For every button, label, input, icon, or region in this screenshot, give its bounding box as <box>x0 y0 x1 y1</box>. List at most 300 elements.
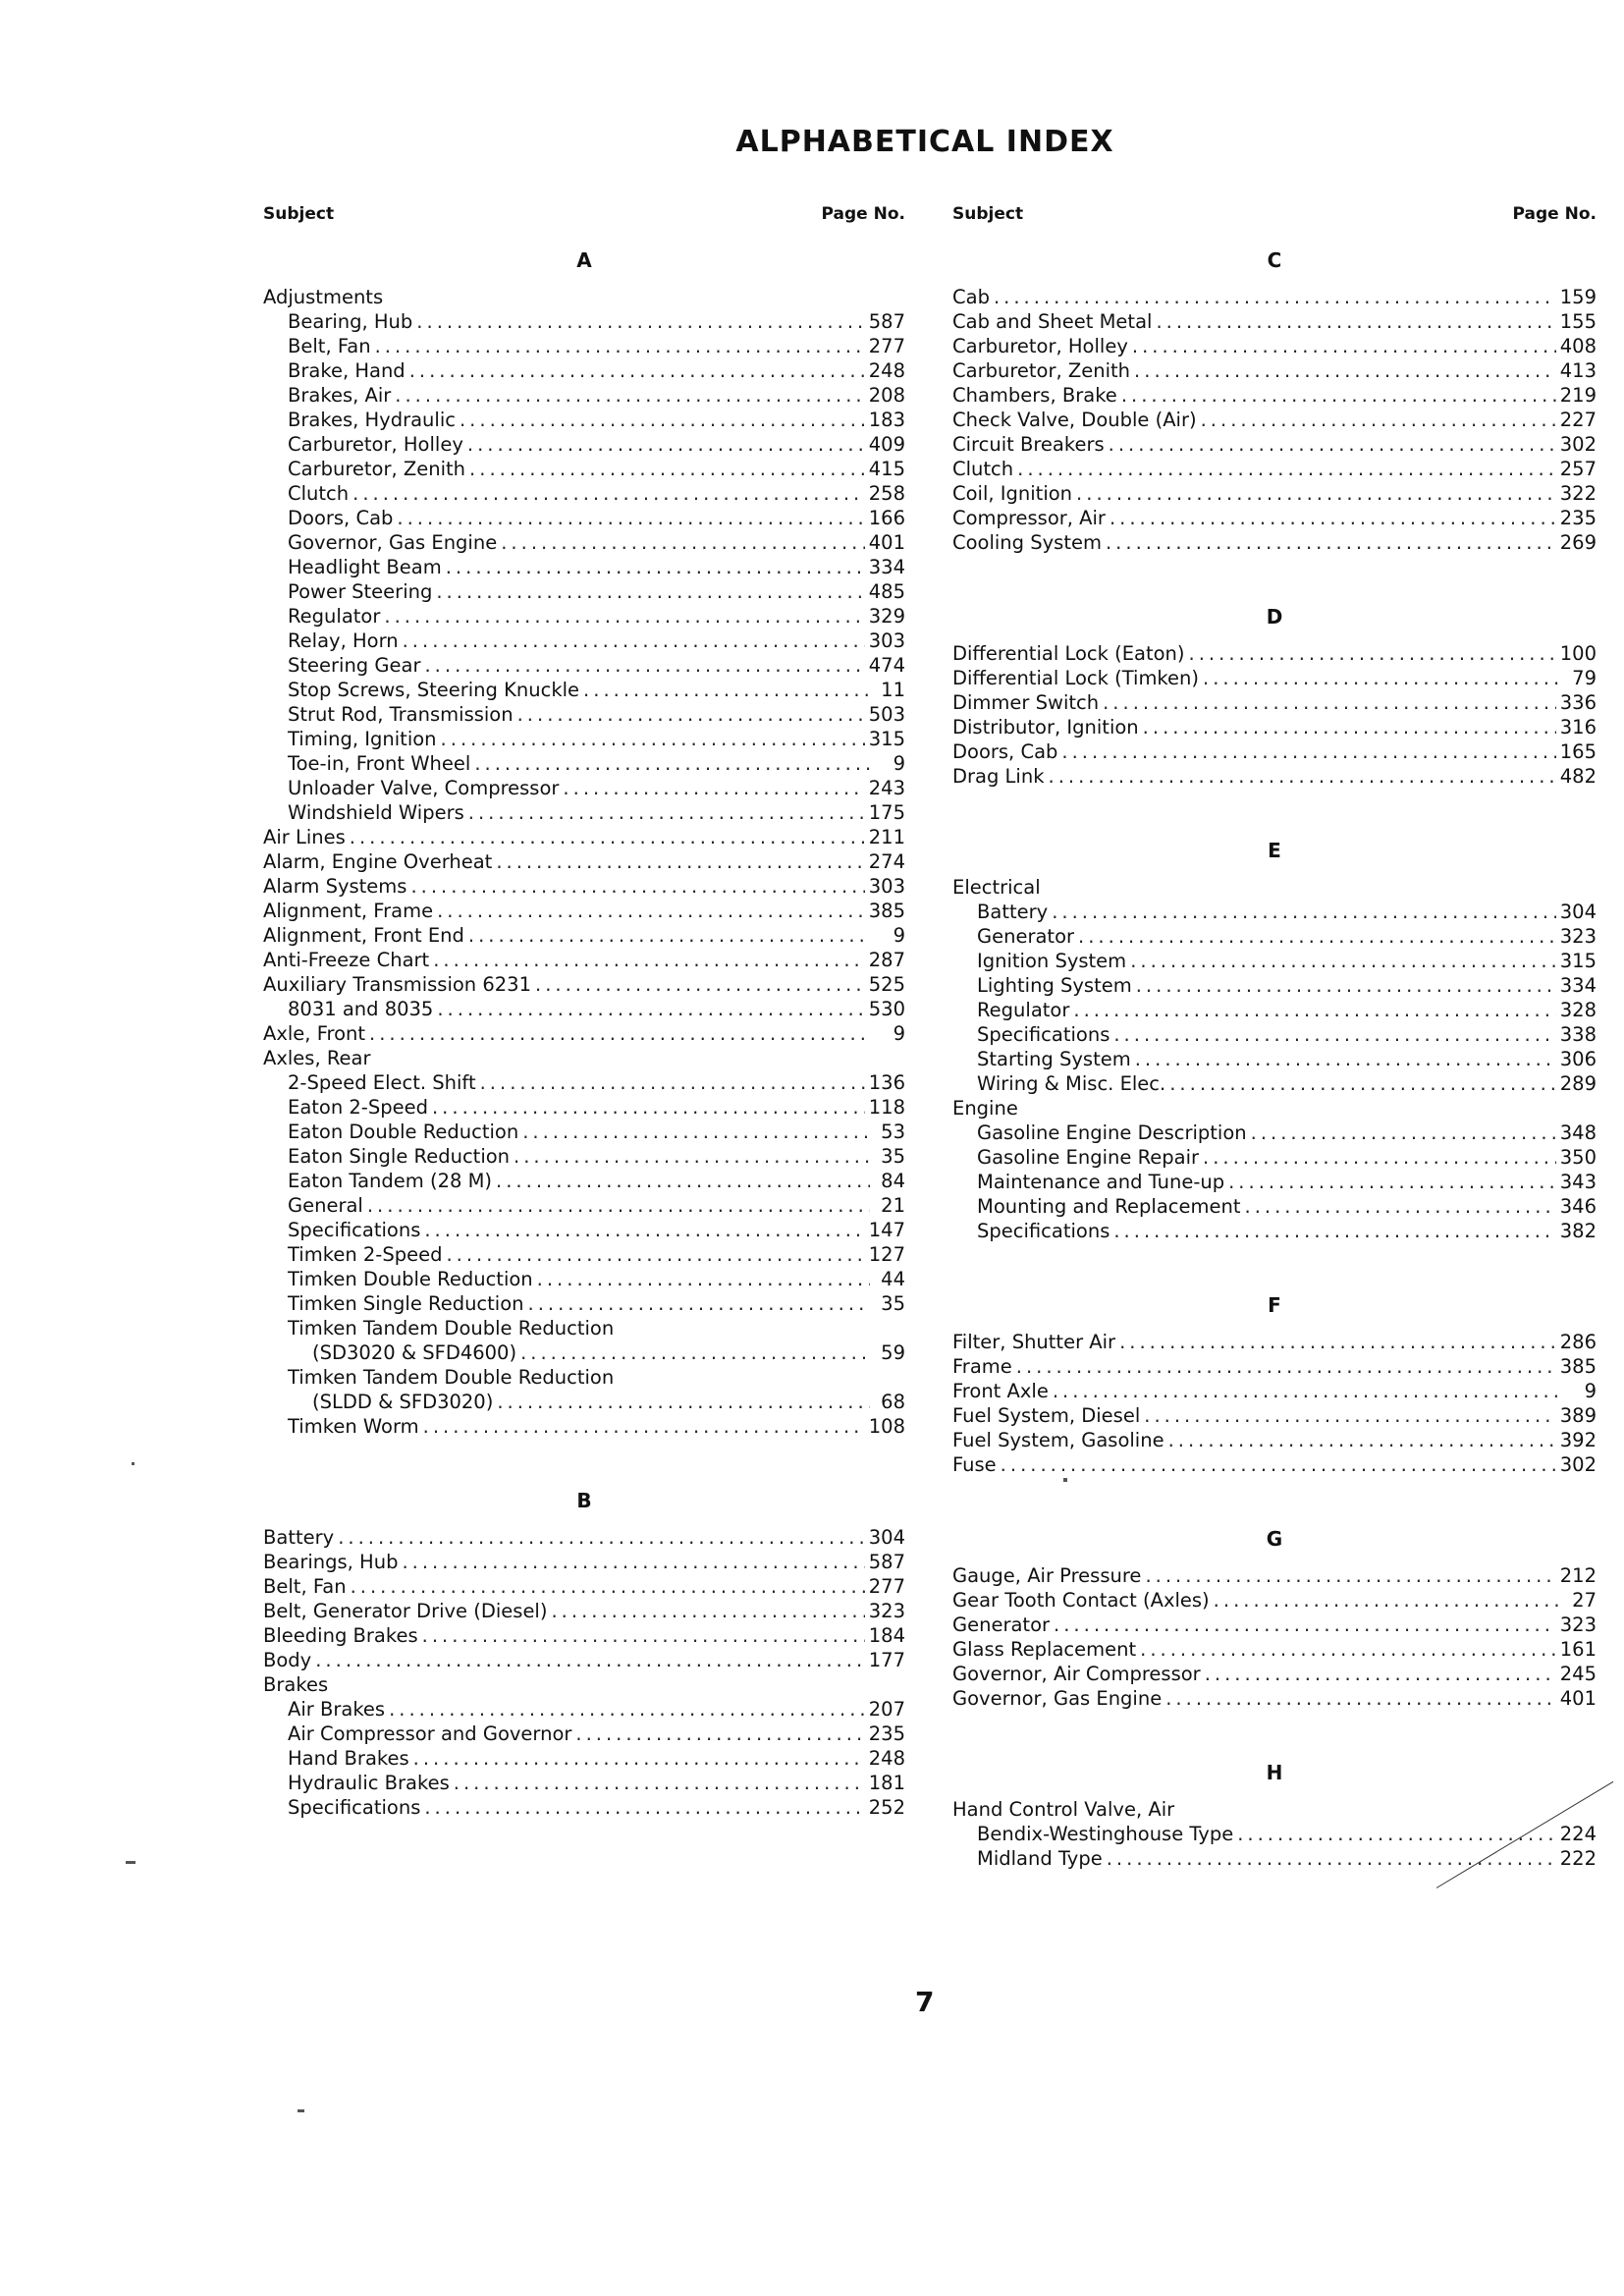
entry-page-number: 328 <box>1559 999 1597 1021</box>
dot-leader <box>389 1697 865 1722</box>
section-spacer <box>952 789 1597 836</box>
entry-subject: 8031 and 8035 <box>288 998 434 1020</box>
dot-leader <box>1144 1403 1556 1428</box>
entry-subject: Carburetor, Holley <box>952 335 1128 357</box>
entry-subject: Fuel System, Gasoline <box>952 1429 1164 1451</box>
dot-leader <box>402 1550 864 1574</box>
dot-leader <box>1103 690 1556 715</box>
subject-header: Subject <box>952 204 1024 224</box>
dot-leader <box>1251 1121 1556 1145</box>
index-entry <box>263 727 905 751</box>
index-entry <box>263 358 905 383</box>
entry-subject: Cooling System <box>952 531 1102 554</box>
entry-subject: Hand Brakes <box>288 1747 409 1770</box>
entry-subject: Belt, Fan <box>288 335 371 357</box>
entry-page-number: 9 <box>1584 1380 1597 1402</box>
entry-subject: Governor, Gas Engine <box>952 1687 1163 1710</box>
dot-leader <box>563 776 864 800</box>
entry-page-number: 21 <box>881 1194 905 1217</box>
index-entry <box>263 653 905 678</box>
entry-subject: Alarm, Engine Overheat <box>263 850 493 873</box>
index-entry <box>263 506 905 530</box>
index-entry <box>952 432 1597 457</box>
index-entry <box>263 1550 905 1574</box>
entry-page-number: 136 <box>868 1071 905 1094</box>
dot-leader <box>1130 949 1556 973</box>
entry-subject: Alignment, Frame <box>263 900 434 922</box>
dot-leader <box>446 1242 864 1267</box>
entry-subject: Cab and Sheet Metal <box>952 310 1153 333</box>
entry-page-number: 315 <box>868 728 905 750</box>
section-letter: E <box>1268 839 1281 862</box>
entry-subject: Gauge, Air Pressure <box>952 1564 1142 1587</box>
page-no-header: Page No. <box>1512 204 1597 224</box>
entry-subject: Unloader Valve, Compressor <box>288 777 560 799</box>
entry-page-number: 334 <box>868 556 905 578</box>
dot-leader <box>432 1095 865 1120</box>
scan-artifact-dot <box>126 1861 135 1864</box>
entry-subject: Doors, Cab <box>288 507 394 529</box>
entry-page-number: 79 <box>1572 667 1597 689</box>
section-spacer <box>952 1477 1597 1524</box>
index-entry <box>263 1525 905 1550</box>
dot-leader <box>1136 973 1556 998</box>
dot-leader <box>441 727 865 751</box>
dot-leader <box>338 1525 865 1550</box>
dot-leader <box>1189 641 1556 666</box>
entry-subject: Stop Screws, Steering Knuckle <box>288 679 580 701</box>
entry-page-number: 316 <box>1559 716 1597 738</box>
index-entry <box>952 949 1597 973</box>
dot-leader <box>468 800 865 825</box>
entry-subject: Eaton Single Reduction <box>288 1145 511 1168</box>
entry-page-number: 211 <box>868 826 905 848</box>
entry-page-number: 175 <box>868 801 905 824</box>
index-entry <box>263 1021 905 1046</box>
entry-subject: Starting System <box>977 1048 1131 1070</box>
dot-leader <box>1165 1686 1556 1711</box>
index-entry <box>952 1379 1597 1403</box>
entry-subject: Frame <box>952 1355 1012 1378</box>
entry-subject: Specifications <box>288 1796 421 1819</box>
entry-page-number: 302 <box>1559 433 1597 456</box>
section-letter: C <box>1267 248 1282 272</box>
entry-subject: Circuit Breakers <box>952 433 1105 456</box>
entry-page-number: 392 <box>1559 1429 1597 1451</box>
section-spacer <box>952 1243 1597 1290</box>
entry-subject: General <box>288 1194 363 1217</box>
index-entry <box>952 1452 1597 1477</box>
dot-leader <box>1049 764 1556 789</box>
index-entry <box>263 1340 905 1365</box>
dot-leader <box>1017 457 1556 481</box>
entry-subject: Fuel System, Diesel <box>952 1404 1141 1427</box>
entry-page-number: 155 <box>1559 310 1597 333</box>
dot-leader <box>433 948 865 972</box>
section-letter: A <box>576 248 592 272</box>
entry-page-number: 159 <box>1559 286 1597 308</box>
entry-subject: Bendix-Westinghouse Type <box>977 1823 1234 1845</box>
index-entry <box>952 1330 1597 1354</box>
entry-page-number: 224 <box>1559 1823 1597 1845</box>
entry-subject: Maintenance and Tune-up <box>977 1171 1225 1193</box>
entry-page-number: 248 <box>868 359 905 382</box>
scan-artifact-dot <box>298 2109 304 2112</box>
dot-leader <box>1113 1219 1555 1243</box>
index-entry <box>263 1771 905 1795</box>
index-entry <box>952 1194 1597 1219</box>
entry-page-number: 207 <box>868 1698 905 1721</box>
index-heading: Hand Control Valve, Air <box>952 1798 1175 1821</box>
entry-page-number: 165 <box>1559 740 1597 763</box>
entry-subject: Auxiliary Transmission 6231 <box>263 973 531 996</box>
entry-subject: Air Brakes <box>288 1698 386 1721</box>
entry-subject: Headlight Beam <box>288 556 442 578</box>
entry-page-number: 248 <box>868 1747 905 1770</box>
letter-spacer <box>263 275 905 285</box>
dot-leader <box>575 1722 864 1746</box>
dot-leader <box>1078 924 1556 949</box>
entry-page-number: 212 <box>1559 1564 1597 1587</box>
index-column-left <box>263 204 905 1820</box>
index-entry <box>263 1120 905 1144</box>
entry-page-number: 100 <box>1559 642 1597 665</box>
dot-leader <box>1156 309 1555 334</box>
entry-page-number: 415 <box>868 458 905 480</box>
dot-leader <box>496 849 864 874</box>
entry-subject: Distributor, Ignition <box>952 716 1139 738</box>
entry-subject: Clutch <box>952 458 1014 480</box>
index-entry <box>952 1637 1597 1662</box>
dot-leader <box>1113 1022 1555 1047</box>
entry-page-number: 9 <box>893 924 905 947</box>
index-entry <box>263 923 905 948</box>
index-entry <box>952 739 1597 764</box>
dot-leader <box>1143 715 1556 739</box>
index-entry <box>263 1574 905 1599</box>
entry-subject: Strut Rod, Transmission <box>288 703 514 726</box>
index-entry <box>263 1697 905 1722</box>
entry-page-number: 9 <box>893 1022 905 1045</box>
entry-subject: Air Compressor and Governor <box>288 1722 572 1745</box>
index-entry <box>263 1390 905 1414</box>
dot-leader <box>409 358 865 383</box>
index-entry <box>263 1095 905 1120</box>
entry-page-number: 482 <box>1559 765 1597 788</box>
entry-subject: Eaton 2-Speed <box>288 1096 428 1119</box>
entry-subject: Gasoline Engine Repair <box>977 1146 1200 1169</box>
dot-leader <box>1203 1145 1556 1170</box>
entry-subject: Brakes, Hydraulic <box>288 409 456 431</box>
index-entry <box>263 1648 905 1672</box>
entry-subject: Timken Double Reduction <box>288 1268 533 1290</box>
entry-page-number: 84 <box>881 1170 905 1192</box>
entry-subject: Front Axle <box>952 1380 1049 1402</box>
index-entry <box>263 309 905 334</box>
entry-subject: Eaton Tandem (28 M) <box>288 1170 493 1192</box>
index-entry <box>263 530 905 555</box>
index-entry <box>263 1144 905 1169</box>
dot-leader <box>1145 1563 1555 1588</box>
entry-subject: Midland Type <box>977 1847 1103 1870</box>
index-entry <box>952 1822 1597 1846</box>
index-heading: Brakes <box>263 1673 329 1696</box>
dot-leader <box>1106 530 1556 555</box>
entry-page-number: 286 <box>1559 1331 1597 1353</box>
entry-subject: Brake, Hand <box>288 359 406 382</box>
index-heading: Adjustments <box>263 286 384 308</box>
index-entry <box>952 1121 1597 1145</box>
dot-leader <box>537 1267 870 1291</box>
dot-leader <box>1053 1379 1561 1403</box>
entry-page-number: 306 <box>1559 1048 1597 1070</box>
entry-subject: Generator <box>952 1613 1051 1636</box>
entry-subject: Toe-in, Front Wheel <box>288 752 471 775</box>
index-entry <box>952 715 1597 739</box>
index-entry <box>263 997 905 1021</box>
entry-subject: Chambers, Brake <box>952 384 1117 407</box>
dot-leader <box>1134 358 1556 383</box>
entry-page-number: 11 <box>881 679 905 701</box>
entry-page-number: 177 <box>868 1649 905 1671</box>
dot-leader <box>351 1574 865 1599</box>
scan-artifact-dot <box>1063 1478 1067 1482</box>
index-entry <box>952 1686 1597 1711</box>
entry-page-number: 338 <box>1559 1023 1597 1046</box>
dot-leader <box>467 432 865 457</box>
entry-subject: Steering Gear <box>288 654 421 677</box>
dot-leader <box>1205 1662 1556 1686</box>
index-entry <box>952 1563 1597 1588</box>
dot-leader <box>535 972 865 997</box>
entry-subject: Specifications <box>288 1219 421 1241</box>
index-entry <box>263 874 905 899</box>
index-entry <box>263 1070 905 1095</box>
index-entry <box>263 555 905 579</box>
entry-subject: Power Steering <box>288 580 433 603</box>
dot-leader <box>384 604 864 629</box>
entry-page-number: 334 <box>1559 974 1597 997</box>
dot-leader <box>994 285 1556 309</box>
entry-subject: Body <box>263 1649 312 1671</box>
entry-page-number: 183 <box>868 409 905 431</box>
index-entry <box>952 690 1597 715</box>
entry-page-number: 323 <box>1559 925 1597 948</box>
dot-leader <box>1135 1047 1556 1071</box>
dot-leader <box>1052 900 1556 924</box>
index-entry <box>952 1022 1597 1047</box>
dot-leader <box>454 1771 865 1795</box>
section-spacer <box>952 555 1597 602</box>
page-title: ALPHABETICAL INDEX <box>735 125 1114 159</box>
entry-page-number: 408 <box>1559 335 1597 357</box>
entry-page-number: 346 <box>1559 1195 1597 1218</box>
entry-page-number: 108 <box>868 1415 905 1438</box>
entry-subject: Carburetor, Zenith <box>288 458 466 480</box>
dot-leader <box>1237 1822 1556 1846</box>
dot-leader <box>551 1599 864 1623</box>
entry-page-number: 474 <box>868 654 905 677</box>
index-entry <box>263 899 905 923</box>
entry-page-number: 35 <box>881 1292 905 1315</box>
index-entry <box>263 1218 905 1242</box>
index-entry <box>952 309 1597 334</box>
index-entry <box>263 1291 905 1316</box>
entry-subject: Doors, Cab <box>952 740 1058 763</box>
entry-page-number: 245 <box>1559 1663 1597 1685</box>
entry-subject: Timing, Ignition <box>288 728 437 750</box>
index-entry <box>263 457 905 481</box>
entry-page-number: 243 <box>868 777 905 799</box>
dot-leader <box>1121 383 1556 408</box>
dot-leader <box>416 309 864 334</box>
index-entry <box>263 948 905 972</box>
section-letter: F <box>1268 1293 1281 1317</box>
entry-subject: Mounting and Replacement <box>977 1195 1241 1218</box>
entry-subject: Carburetor, Zenith <box>952 359 1131 382</box>
entry-page-number: 525 <box>868 973 905 996</box>
dot-leader <box>474 751 870 776</box>
entry-subject: Glass Replacement <box>952 1638 1137 1661</box>
entry-page-number: 302 <box>1559 1453 1597 1476</box>
letter-spacer <box>952 1320 1597 1330</box>
entry-subject: Check Valve, Double (Air) <box>952 409 1197 431</box>
dot-leader <box>437 899 865 923</box>
entry-page-number: 336 <box>1559 691 1597 714</box>
column-header <box>263 204 905 232</box>
dot-leader <box>424 1218 864 1242</box>
index-entry <box>952 1071 1597 1096</box>
index-entry <box>263 1414 905 1439</box>
dot-leader <box>1228 1170 1556 1194</box>
letter-spacer <box>952 631 1597 641</box>
entry-subject: Bleeding Brakes <box>263 1624 418 1647</box>
index-entry <box>263 1169 905 1193</box>
index-entry <box>952 764 1597 789</box>
dot-leader <box>410 874 864 899</box>
dot-leader <box>1061 739 1555 764</box>
index-entry <box>952 1662 1597 1686</box>
index-entry <box>952 408 1597 432</box>
entry-page-number: 323 <box>868 1600 905 1622</box>
index-entry <box>952 666 1597 690</box>
index-entry <box>952 1170 1597 1194</box>
entry-subject: Gasoline Engine Description <box>977 1121 1247 1144</box>
entry-subject: 2-Speed Elect. Shift <box>288 1071 476 1094</box>
entry-subject: Gear Tooth Contact (Axles) <box>952 1589 1210 1612</box>
index-entry <box>952 383 1597 408</box>
dot-leader <box>1132 334 1556 358</box>
dot-leader <box>496 1169 870 1193</box>
entry-page-number: 147 <box>868 1219 905 1241</box>
index-entry <box>263 1599 905 1623</box>
entry-page-number: 235 <box>1559 507 1597 529</box>
entry-page-number: 53 <box>881 1121 905 1143</box>
entry-page-number: 222 <box>1559 1847 1597 1870</box>
entry-subject: Dimmer Switch <box>952 691 1100 714</box>
dot-leader <box>1001 1452 1556 1477</box>
entry-page-number: 413 <box>1559 359 1597 382</box>
dot-leader <box>469 457 865 481</box>
dot-leader <box>460 408 865 432</box>
dot-leader <box>468 923 870 948</box>
entry-subject: Battery <box>263 1526 335 1549</box>
dot-leader <box>501 530 865 555</box>
entry-page-number: 303 <box>868 629 905 652</box>
entry-subject: Generator <box>977 925 1075 948</box>
dot-leader <box>1140 1637 1556 1662</box>
index-entry <box>263 825 905 849</box>
page-number: 7 <box>915 1986 935 2018</box>
dot-leader <box>480 1070 865 1095</box>
dot-leader <box>436 579 864 604</box>
dot-leader <box>1169 1071 1556 1096</box>
index-entry <box>263 1267 905 1291</box>
entry-subject: Specifications <box>977 1220 1110 1242</box>
index-entry <box>263 776 905 800</box>
section-spacer <box>952 232 1597 246</box>
index-entry <box>952 506 1597 530</box>
entry-page-number: 166 <box>868 507 905 529</box>
index-entry <box>263 849 905 874</box>
entry-page-number: 9 <box>893 752 905 775</box>
index-entry <box>263 1193 905 1218</box>
letter-spacer <box>952 1554 1597 1563</box>
index-entry <box>952 530 1597 555</box>
dot-leader <box>367 1193 870 1218</box>
index-entry <box>952 1588 1597 1613</box>
entry-page-number: 287 <box>868 949 905 971</box>
entry-subject: Compressor, Air <box>952 507 1106 529</box>
entry-subject: Timken Worm <box>288 1415 419 1438</box>
dot-leader <box>403 629 865 653</box>
dot-leader <box>424 1795 864 1820</box>
dot-leader <box>315 1648 865 1672</box>
entry-page-number: 208 <box>868 384 905 407</box>
entry-page-number: 385 <box>1559 1355 1597 1378</box>
index-entry <box>263 972 905 997</box>
index-entry <box>952 900 1597 924</box>
entry-page-number: 304 <box>1559 901 1597 923</box>
dot-leader <box>1119 1330 1556 1354</box>
index-heading: Axles, Rear <box>263 1047 371 1069</box>
dot-leader <box>1076 481 1556 506</box>
dot-leader <box>1245 1194 1556 1219</box>
dot-leader <box>446 555 865 579</box>
entry-page-number: 184 <box>868 1624 905 1647</box>
entry-page-number: 322 <box>1559 482 1597 505</box>
entry-page-number: 385 <box>868 900 905 922</box>
entry-subject: Windshield Wipers <box>288 801 464 824</box>
entry-subject: Air Lines <box>263 826 346 848</box>
entry-subject: Anti-Freeze Chart <box>263 949 430 971</box>
entry-page-number: 277 <box>868 1575 905 1598</box>
entry-subject: Timken 2-Speed <box>288 1243 443 1266</box>
section-spacer <box>952 1711 1597 1758</box>
entry-subject: Eaton Double Reduction <box>288 1121 519 1143</box>
index-entry <box>952 973 1597 998</box>
entry-subject: Timken Single Reduction <box>288 1292 524 1315</box>
index-entry <box>952 457 1597 481</box>
letter-spacer <box>952 1787 1597 1797</box>
section-letter: B <box>576 1489 592 1512</box>
entry-page-number: 274 <box>868 850 905 873</box>
dot-leader <box>1168 1428 1556 1452</box>
entry-page-number: 258 <box>868 482 905 505</box>
entry-subject: Filter, Shutter Air <box>952 1331 1116 1353</box>
dot-leader <box>514 1144 870 1169</box>
dot-leader <box>1214 1588 1561 1613</box>
